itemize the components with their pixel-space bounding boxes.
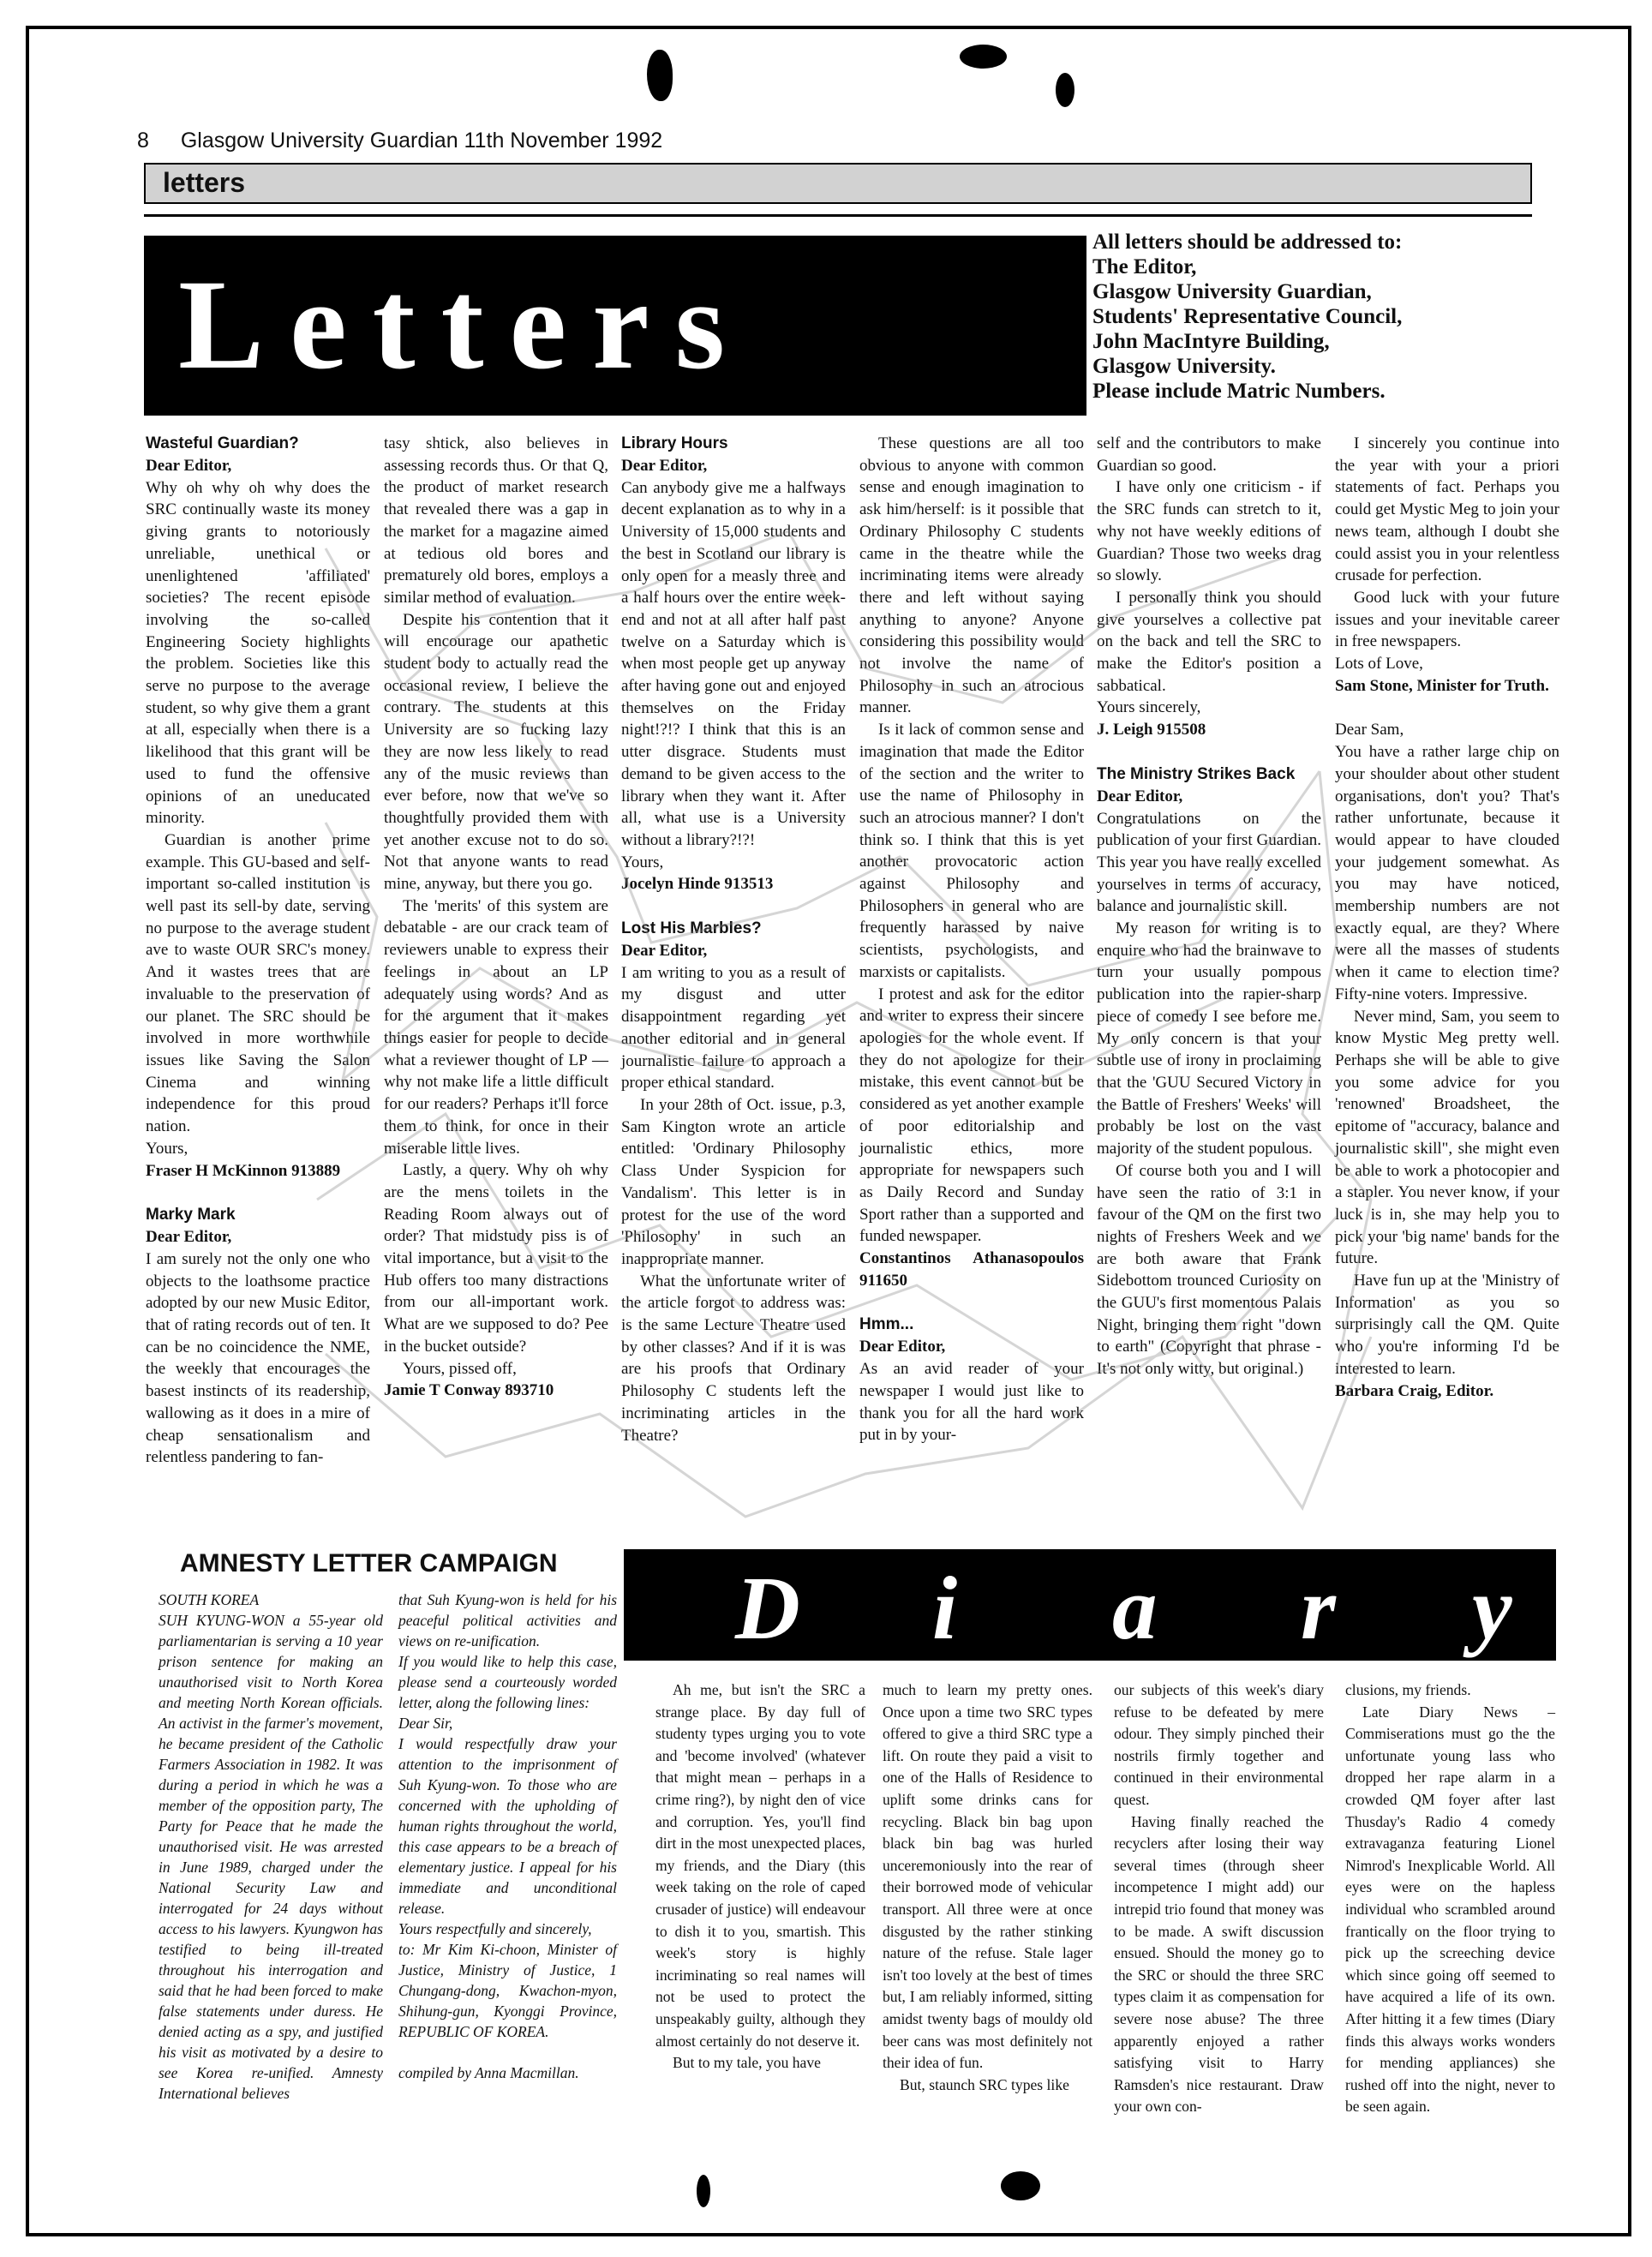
letter-paragraph: The 'merits' of this system are debatable - are our crack team of reviewers unable to express their feelings in about an LP adequately using words? And as for the argument that it makes things easier for people to decide what a reviewer thought of LP — why not make life a little difficult for our readers? Perhaps it'll force them to think, for once in their miserable little lives. bbox=[384, 896, 608, 1158]
amnesty-paragraph: to: Mr Kim Ki-choon, Minister of Justice, Ministry of Justice, 1 Chungang-dong, Kwachon-myon, Shihung-gun, Kyonggi Province, REPUBLIC OF KOREA. bbox=[398, 1941, 617, 2040]
letter-paragraph: I am surely not the only one who objects to the loathsome practice adopted by our new Music Editor, that of rating records out of ten. It can be no coincidence the NME, the weekly that encourages the basest instincts of its readership, wallowing as it does in a mire of cheap sensationalism and relentless pandering to fan- bbox=[146, 1249, 370, 1467]
letter-heading: Hmm... bbox=[859, 1315, 914, 1334]
scan-blot bbox=[697, 2175, 710, 2207]
diary-paragraph: But to my tale, you have bbox=[673, 2054, 821, 2072]
diary-paragraph: our subjects of this week's diary refuse to be defeated by mere odour. They simply pinched their nostrils firmly together and continued in their environmental quest. bbox=[1114, 1681, 1324, 1808]
address-line: Students' Representative Council, bbox=[1092, 305, 1403, 328]
letter-paragraph: Lastly, a query. Why oh why are the mens toilets in the Reading Room always out of order? That midstudy piss is of vital importance, but a visit to the Hub offers too many distractions from our all-important work. What are we supposed to do? Pee in the bucket outside? bbox=[384, 1161, 608, 1356]
letter-closing: Lots of Love, bbox=[1335, 655, 1423, 674]
letter-paragraph: These questions are all too obvious to anyone with common sense and enough imagination to ask him/herself: is it possible that Ordinary Philosophy C students came in the theatre while the incriminating items were already there and left without saying anything to anyone? Anyone considering this possibility would not involve the name of Philosophy in such an atrocious manner. bbox=[859, 434, 1084, 717]
letter-paragraph: As an avid reader of your newspaper I would just like to thank you for all the hard work put in by your- bbox=[859, 1360, 1084, 1445]
amnesty-paragraph: Yours respectfully and sincerely, bbox=[398, 1920, 592, 1937]
diary-column-3 bbox=[1114, 1679, 1324, 2118]
amnesty-column-1 bbox=[159, 1589, 383, 2104]
address-line: Please include Matric Numbers. bbox=[1092, 380, 1386, 403]
amnesty-heading: AMNESTY LETTER CAMPAIGN bbox=[180, 1549, 558, 1578]
letter-signature: J. Leigh 915508 bbox=[1097, 721, 1206, 739]
diary-paragraph: clusions, my friends. bbox=[1345, 1681, 1471, 1698]
letter-salutation: Dear Editor, bbox=[621, 457, 708, 475]
editor-reply-salutation: Dear Sam, bbox=[1335, 721, 1404, 739]
letter-paragraph: self and the contributors to make Guardian so good. bbox=[1097, 434, 1321, 475]
letter-signature: Jamie T Conway 893710 bbox=[384, 1381, 554, 1400]
editor-reply-paragraph: You have a rather large chip on your shoulder about other student organisations, don't you? That's rather unfortunate, because it would appear to have clouded your judgement somewhat. As you may have noticed, membership numbers are not exactly equal, are they? Where were all the masses of students when it came to election time? Fifty-nine voters. Impressive. bbox=[1335, 743, 1559, 1003]
diary-paragraph: Having finally reached the recyclers after losing their way several times (through sheer incompetence I might add) our intrepid trio found that money was to be made. A swift discussion ensued. Should the money go to the SRC or should the three SRC types claim it as compensation for severe nose abuse? The three apparently enjoyed a rather satisfying visit to Harry Ramsden's nice restaurant. Draw your own con- bbox=[1114, 1812, 1324, 2116]
letter-paragraph: tasy shtick, also believes in assessing records thus. Or that Q, the product of market research that revealed there was a gap in the market for a magazine aimed at tedious old bores and prematurely old bores, employs a similar method of evaluation. bbox=[384, 434, 608, 607]
letter-paragraph: I am writing to you as a result of my disgust and utter disappointment regarding yet another editorial and in general journalistic failure to approach a proper ethical standard. bbox=[621, 963, 846, 1093]
diary-paragraph: Late Diary News – Commiserations must go the the unfortunate young lass who dropped her rape alarm in a crowded QM foyer after last Thusday's Radio 4 comedy extravaganza featuring Lionel Nimrod's Inexplicable World. All eyes were on the hapless individual who scrambled around frantically on the floor trying to pick up the screeching device which since going off seemed to have acquired a life of its own. After hitting it a few times (Diary finds this always works wonders for mending appliances) she rushed off into the night, never to be seen again. bbox=[1345, 1703, 1555, 2116]
diary-paragraph: Ah me, but isn't the SRC a strange place. By day full of studenty types urging you to vote and 'become involved' (whatever that might mean – perhaps in a crime ring?), by night den of vice and corruption. Yes, you'll find dirt in the most unexpected places, my friends, and the Diary (this week taking on the role of caped crusader of justice) will endeavour to dish it to you, smartish. This week's story is highly incriminating so real names will not be used to protect the unspeakably guilty, although they almost certainly do not deserve it. bbox=[655, 1681, 865, 2050]
letter-paragraph: Of course both you and I will have seen the ratio of 3:1 in favour of the QM on the first two nights of Freshers Week and we are both aware that Frank Sidebottom trounced Curiosity on the GUU's first momentous Palais Night, bringing them right "down to earth" (Copyright that phrase - It's not only witty, but original.) bbox=[1097, 1161, 1321, 1379]
section-bar bbox=[144, 163, 1532, 204]
letter-paragraph: In your 28th of Oct. issue, p.3, Sam Kington wrote an article entitled: 'Ordinary Philosophy Class Under Syspicion for Vandalism'. This letter is in protest for the use of the word 'Philosophy' in such an inappropriate manner. bbox=[621, 1095, 846, 1268]
diary-paragraph: much to learn my pretty ones. Once upon a time two SRC types offered to give a third SRC type a lift. On route they paid a visit to one of the Halls of Residence to uplift some drinks cans for recycling. Black bin bag upon black bin bag was hurled unceremoniously into the rear of their borrowed mode of vehicular transport. All three were at once disgusted by the rather stinking nature of the refuse. Stale lager isn't too lovely at the best of times but, I am reliably informed, sitting amidst twenty bags of mouldy old beer cans was most definitely not their idea of fun. bbox=[883, 1681, 1092, 2072]
editor-signature: Barbara Craig, Editor. bbox=[1335, 1381, 1494, 1400]
section-label: letters bbox=[163, 167, 246, 198]
letter-heading: The Ministry Strikes Back bbox=[1097, 764, 1296, 783]
diary-column-4 bbox=[1345, 1679, 1555, 2118]
publication-line: Glasgow University Guardian 11th November 1992 bbox=[180, 129, 663, 153]
scan-blot bbox=[1001, 2171, 1040, 2200]
letter-paragraph: I personally think you should give yourselves a collective pat on the back and tell the SRC to make the Editor's position a sabbatical. bbox=[1097, 588, 1321, 695]
letters-column-6 bbox=[1335, 433, 1559, 1402]
diary-paragraph: But, staunch SRC types like bbox=[900, 2075, 1069, 2093]
editor-reply-paragraph: Have fun up at the 'Ministry of Information' as you so surprisingly call the QM. Quite who you're informing I'd be interested to learn. bbox=[1335, 1272, 1559, 1378]
banner-title: Letters bbox=[178, 254, 751, 396]
amnesty-paragraph: that Suh Kyung-won is held for his peaceful political activities and views on re-unification. bbox=[398, 1591, 617, 1649]
scan-blot bbox=[647, 50, 673, 101]
amnesty-paragraph: Dear Sir, bbox=[398, 1715, 453, 1732]
letter-paragraph: Despite his contention that it will encourage our apathetic student body to actually read the occasional review, I believe the contrary. The students at this University are so fucking lazy they are now less likely to read any of the music reviews than ever before, now that we've so thoughtfully provided them with yet another excuse not to do so. Not that anyone wants to read mine, anyway, but there you go. bbox=[384, 610, 608, 894]
letter-paragraph: I sincerely you continue into the year with your a priori statements of fact. Perhaps you could get Mystic Meg to join your news team, although I doubt she could assist you in your relentless crusade for perfection. bbox=[1335, 434, 1559, 585]
letter-paragraph: Guardian is another prime example. This GU-based and self-important so-called institution is well past its sell-by date, serving no purpose to the average student ave to waste OUR SRC's money. And it wastes trees that are invaluable to the preservation of our planet. The SRC should be involved in more worthwhile issues like Saving the Salon Cinema and winning independence for this proud nation. bbox=[146, 830, 370, 1136]
letter-heading: Wasteful Guardian? bbox=[146, 434, 299, 452]
address-line: John MacIntyre Building, bbox=[1092, 330, 1330, 353]
amnesty-country: SOUTH KOREA bbox=[159, 1591, 260, 1608]
amnesty-paragraph: SUH KYUNG-WON a 55-year old parliamentarian is serving a 10 year prison sentence for making an unauthorised visit to North Korea and meeting North Korean officials. An activist in the farmer's movement, he became president of the Catholic Farmers Association in 1982. It was during a period in which he was a member of the opposition party, The Party for Peace that he made the unauthorised visit. He was arrested in June 1989, charged under the National Security Law and interrogated for 24 days without access to his lawyers. Kyungwon has testified to being ill-treated throughout his interrogation and said that he had been forced to make false statements under duress. He denied acting as a spy, and justified his visit as motivated by a desire to see Korea re-unified. Amnesty International believes bbox=[159, 1612, 383, 2102]
letter-closing: Yours, bbox=[146, 1139, 189, 1158]
letter-salutation: Dear Editor, bbox=[1097, 787, 1183, 805]
letter-closing: Yours, pissed off, bbox=[403, 1359, 517, 1378]
address-line: Glasgow University Guardian, bbox=[1092, 280, 1372, 303]
letter-salutation: Dear Editor, bbox=[146, 1228, 232, 1247]
diary-column-1 bbox=[655, 1679, 865, 2074]
scan-blot bbox=[960, 45, 1007, 69]
letter-paragraph: Congratulations on the publication of your first Guardian. This year you have really excelled yourselves in terms of accuracy, balance and journalistic skill. bbox=[1097, 809, 1321, 916]
letter-paragraph: What the unfortunate writer of the article forgot to address was: is the same Lecture Theatre used by other classes? And if it is was are his proofs that Ordinary Philosophy C students left the incriminating articles in the Theatre? bbox=[621, 1272, 846, 1445]
letters-banner bbox=[144, 236, 1086, 416]
amnesty-paragraph: I would respectfully draw your attention to the imprisonment of Suh Kyung-won. To those who are concerned with the upholding of human rights throughout the world, this case appears to be a breach of elementary justice. I appeal for his immediate and unconditional release. bbox=[398, 1735, 617, 1917]
editor-reply-paragraph: Never mind, Sam, you seem to know Mystic Meg pretty well. Perhaps she will be able to give you some advice for you 'renowned' Broadsheet, the epitome of "accuracy, balance and journalistic skill", she might even be able to work a photocopier and a stapler. You never know, if your luck is in, she may help you to pick your 'big name' bands for the future. bbox=[1335, 1007, 1559, 1268]
diary-title-letter: D bbox=[735, 1558, 800, 1658]
amnesty-paragraph: If you would like to help this case, please send a courteously worded letter, along the following lines: bbox=[398, 1653, 617, 1711]
letter-heading: Lost His Marbles? bbox=[621, 919, 762, 938]
letters-column-3 bbox=[621, 433, 846, 1446]
address-line: All letters should be addressed to: bbox=[1092, 230, 1403, 254]
page-number: 8 bbox=[137, 129, 149, 153]
letter-salutation: Dear Editor, bbox=[621, 942, 708, 961]
letter-signature: Jocelyn Hinde 913513 bbox=[621, 875, 774, 894]
section-rule bbox=[144, 214, 1532, 217]
diary-banner bbox=[624, 1549, 1556, 1661]
letter-salutation: Dear Editor, bbox=[859, 1338, 946, 1356]
letter-heading: Library Hours bbox=[621, 434, 728, 452]
letter-paragraph: I protest and ask for the editor and writer to express their sincere apologies for the whole event. If they do not apologize for their mistake, this event cannot but be considered as yet another example of poor editorialship and journalistic ethics, more appropriate for newspapers such as Daily Record and Sunday Sport rather than a supported and funded newspaper. bbox=[859, 985, 1084, 1246]
letter-closing: Yours, bbox=[621, 853, 664, 871]
address-block bbox=[1092, 230, 1547, 404]
amnesty-column-2 bbox=[398, 1589, 617, 2083]
letter-heading: Marky Mark bbox=[146, 1206, 236, 1224]
letter-closing: Yours sincerely, bbox=[1097, 698, 1201, 717]
scan-blot bbox=[1056, 73, 1074, 107]
amnesty-credit: compiled by Anna Macmillan. bbox=[398, 2064, 579, 2081]
letter-paragraph: Is it lack of common sense and imagination that made the Editor of the section and the writer to use the name of Philosophy in such an atrocious manner? I don't think so. I think that this is yet another provocatoric action against Philosophy and Philosophers in general who are frequently harassed by naive scientists, psychologists, and marxists or capitalists. bbox=[859, 721, 1084, 981]
letter-paragraph: Why oh why oh why does the SRC continually waste its money giving grants to notoriously unreliable, unethical or unenlightened 'affiliated' societies? The recent episode involving the so-called Engineering Society highlights the problem. Societies like this serve no purpose to the average student, so why give them a grant at all, especially when there is a likelihood that this grant will be used to fund the offensive opinions of an uneducated minority. bbox=[146, 478, 370, 828]
letter-paragraph: Good luck with your future issues and your inevitable career in free newspapers. bbox=[1335, 588, 1559, 651]
letters-column-2 bbox=[384, 433, 608, 1402]
diary-title-letter: r bbox=[1301, 1558, 1336, 1658]
letter-signature: Constantinos Athanasopoulos 911650 bbox=[859, 1249, 1084, 1290]
address-line: The Editor, bbox=[1092, 255, 1197, 278]
letters-column-4 bbox=[859, 433, 1084, 1446]
letters-column-5 bbox=[1097, 433, 1321, 1380]
diary-column-2 bbox=[883, 1679, 1092, 2096]
diary-title-letter: a bbox=[1112, 1558, 1158, 1658]
letter-signature: Sam Stone, Minister for Truth. bbox=[1335, 676, 1549, 695]
letter-paragraph: I have only one criticism - if the SRC funds can stretch to it, why not have weekly editions of Guardian? Those two weeks drag so slowly. bbox=[1097, 478, 1321, 585]
address-line: Glasgow University. bbox=[1092, 355, 1276, 378]
diary-title-letter: i bbox=[932, 1558, 958, 1658]
letters-column-1 bbox=[146, 433, 370, 1469]
letter-signature: Fraser H McKinnon 913889 bbox=[146, 1161, 341, 1180]
letter-paragraph: My reason for writing is to enquire who had the brainwave to turn your usually pompous publication into the rapier-sharp piece of comedy I see before me. My only concern is that your subtle use of irony in proclaiming that the 'GUU Secured Victory in the Battle of Freshers' Weeks' will probably be lost on the vast majority of the student populous. bbox=[1097, 919, 1321, 1158]
letter-salutation: Dear Editor, bbox=[146, 457, 232, 475]
letter-paragraph: Can anybody give me a halfways decent explanation as to why in a University of 15,000 students and the best in Scotland our library is only open for a measly three and a half hours over the entire week-end and not at all after half past twelve on a Saturday which is when most people get up anyway after having gone out and enjoyed themselves on the Friday night!?!? I think that this is an utter disgrace. Students must demand to be given access to the library when they want it. After all, what use is a University without a library?!?! bbox=[621, 478, 846, 849]
page-header bbox=[137, 129, 662, 153]
diary-title-letter: y bbox=[1472, 1558, 1512, 1658]
